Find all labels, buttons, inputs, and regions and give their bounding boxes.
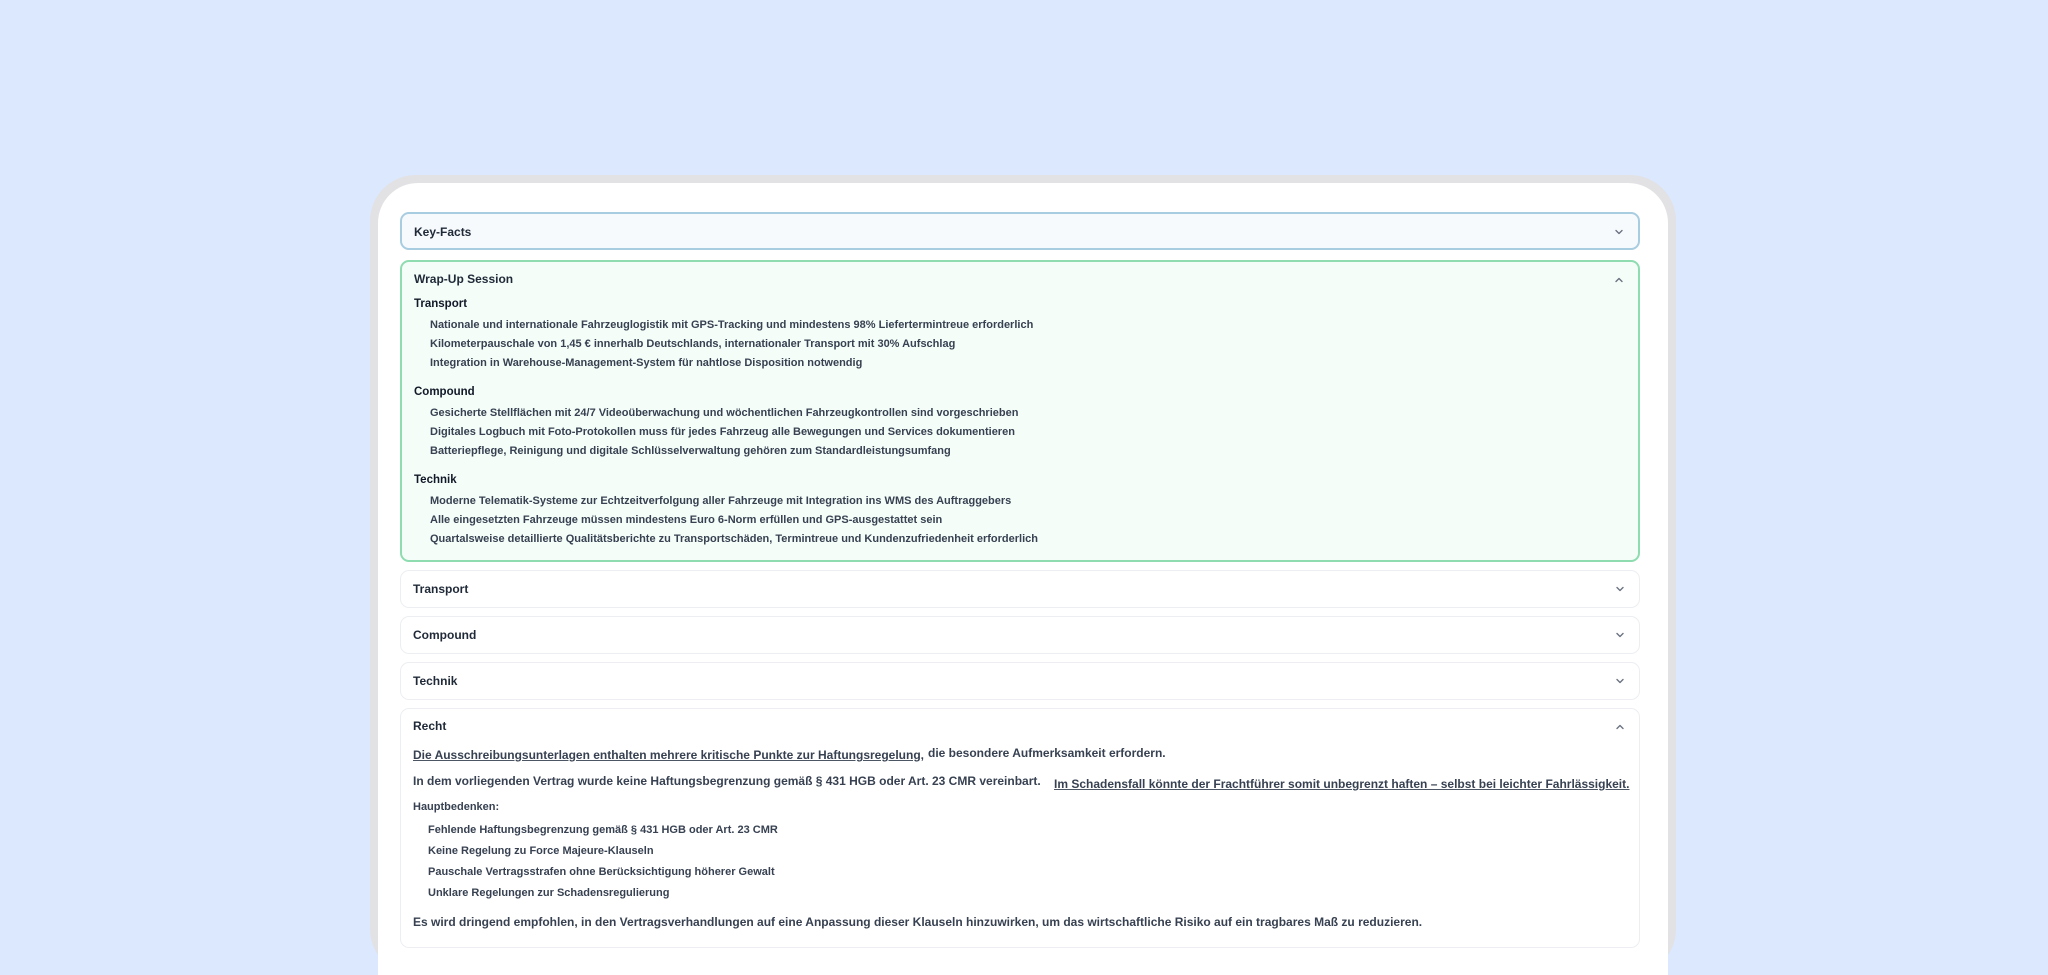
list-item: Batteriepflege, Reinigung und digitale Schlüsselverwaltung gehören zum Standardleistungsumfang [430,445,951,457]
accordion-transport[interactable] [400,570,1640,608]
accordion-transport-title: Transport [413,582,469,596]
accordion-wrap-up-title: Wrap-Up Session [414,272,514,286]
accordion-technik-title: Technik [413,674,458,688]
accordion-key-facts-title: Key-Facts [414,225,472,239]
accordion-recht[interactable] [400,708,1640,948]
list-item: Keine Regelung zu Force Majeure-Klauseln [428,845,654,857]
wrap-up-section-heading: Compound [414,386,475,398]
list-item: Nationale und internationale Fahrzeuglogistik mit GPS-Tracking und mindestens 98% Liefertermintreue erforderlich [430,319,1034,331]
accordion-recht-title: Recht [413,719,447,733]
list-item: Gesicherte Stellflächen mit 24/7 Videoüberwachung und wöchentlichen Fahrzeugkontrollen sind vorgeschrieben [430,407,1019,419]
chevron-down-icon[interactable] [1612,225,1626,239]
recht-intro-link[interactable]: Die Ausschreibungsunterlagen enthalten mehrere kritische Punkte zur Haftungsregelung, [413,748,924,762]
list-item: Kilometerpauschale von 1,45 € innerhalb Deutschlands, internationaler Transport mit 30% Aufschlag [430,338,956,350]
accordion-wrap-up-session[interactable] [400,260,1640,562]
accordion-compound[interactable] [400,616,1640,654]
list-item: Fehlende Haftungsbegrenzung gemäß § 431 HGB oder Art. 23 CMR [428,824,778,836]
list-item: Unklare Regelungen zur Schadensregulierung [428,887,670,899]
chevron-up-icon[interactable] [1612,273,1626,287]
recht-intro-continuation: die besondere Aufmerksamkeit erfordern. [928,746,1166,760]
list-item: Digitales Logbuch mit Foto-Protokollen muss für jedes Fahrzeug alle Bewegungen und Services dokumentieren [430,426,1015,438]
chevron-down-icon[interactable] [1613,628,1627,642]
list-item: Pauschale Vertragsstrafen ohne Berücksichtigung höherer Gewalt [428,866,775,878]
chevron-down-icon[interactable] [1613,582,1627,596]
list-item: Quartalsweise detaillierte Qualitätsberichte zu Transportschäden, Termintreue und Kundenzufriedenheit erforderlich [430,533,1038,545]
recht-liability-link[interactable]: Im Schadensfall könnte der Frachtführer somit unbegrenzt haften – selbst bei leichter Fahrlässigkeit. [1054,777,1630,791]
chevron-down-icon[interactable] [1613,674,1627,688]
list-item: Alle eingesetzten Fahrzeuge müssen mindestens Euro 6-Norm erfüllen und GPS-ausgestattet sein [430,514,943,526]
accordion-technik[interactable] [400,662,1640,700]
list-item: Moderne Telematik-Systeme zur Echtzeitverfolgung aller Fahrzeuge mit Integration ins WMS des Auftraggebers [430,495,1012,507]
accordion-compound-title: Compound [413,628,477,642]
recht-recommendation: Es wird dringend empfohlen, in den Vertragsverhandlungen auf eine Anpassung dieser Klauseln hinzuwirken, um das wirtschaftliche Risiko auf ein tragbares Maß zu reduzieren. [413,915,1423,929]
recht-liability-text: In dem vorliegenden Vertrag wurde keine Haftungsbegrenzung gemäß § 431 HGB oder Art. 23 CMR vereinbart. [413,774,1041,788]
wrap-up-section-heading: Technik [414,474,457,486]
list-item: Integration in Warehouse-Management-System für nahtlose Disposition notwendig [430,357,863,369]
accordion-key-facts[interactable] [400,212,1640,250]
recht-concerns-label: Hauptbedenken: [413,801,500,813]
chevron-up-icon[interactable] [1613,720,1627,734]
wrap-up-section-heading: Transport [414,298,468,310]
